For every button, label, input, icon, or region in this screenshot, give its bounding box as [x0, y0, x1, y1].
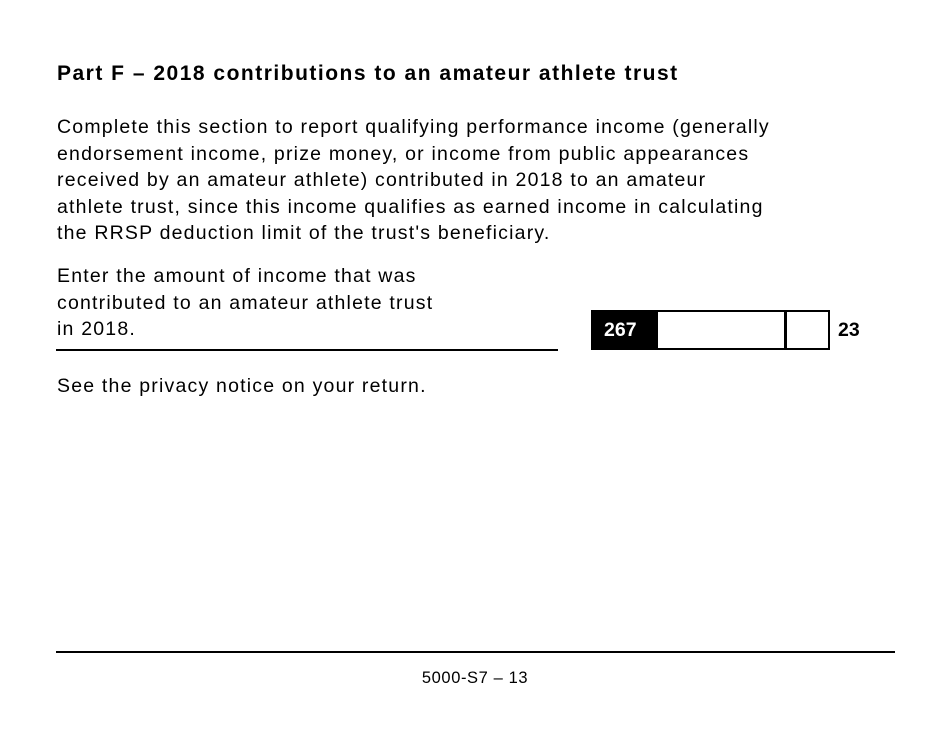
amount-cents-field[interactable] [785, 310, 830, 350]
page-number: 5000-S7 – 13 [421, 669, 529, 687]
privacy-notice: See the privacy notice on your return. [57, 375, 427, 397]
instruction-line: endorsement income, prize money, or income from public appearances [57, 142, 750, 165]
label-line: in 2018. [57, 318, 136, 340]
label-line: contributed to an amateur athlete trust [57, 291, 434, 314]
instruction-line: received by an amateur athlete) contributed in 2018 to an amateur [57, 169, 707, 191]
label-underline [56, 349, 558, 351]
amount-dollars-field[interactable] [658, 310, 786, 350]
footer-divider [56, 651, 895, 653]
section-instructions [57, 114, 907, 247]
amount-field-label [57, 263, 557, 343]
instruction-line: athlete trust, since this income qualifies as earned income in calculating [57, 195, 764, 218]
instruction-line: the RRSP deduction limit of the trust's beneficiary. [57, 222, 551, 244]
reference-number: 23 [838, 319, 860, 341]
line-number-box: 267 [591, 310, 658, 350]
instruction-line: Complete this section to report qualifying performance income (generally [57, 116, 770, 138]
section-heading: Part F – 2018 contributions to an amateur athlete trust [57, 62, 679, 85]
label-line: Enter the amount of income that was [57, 265, 417, 287]
